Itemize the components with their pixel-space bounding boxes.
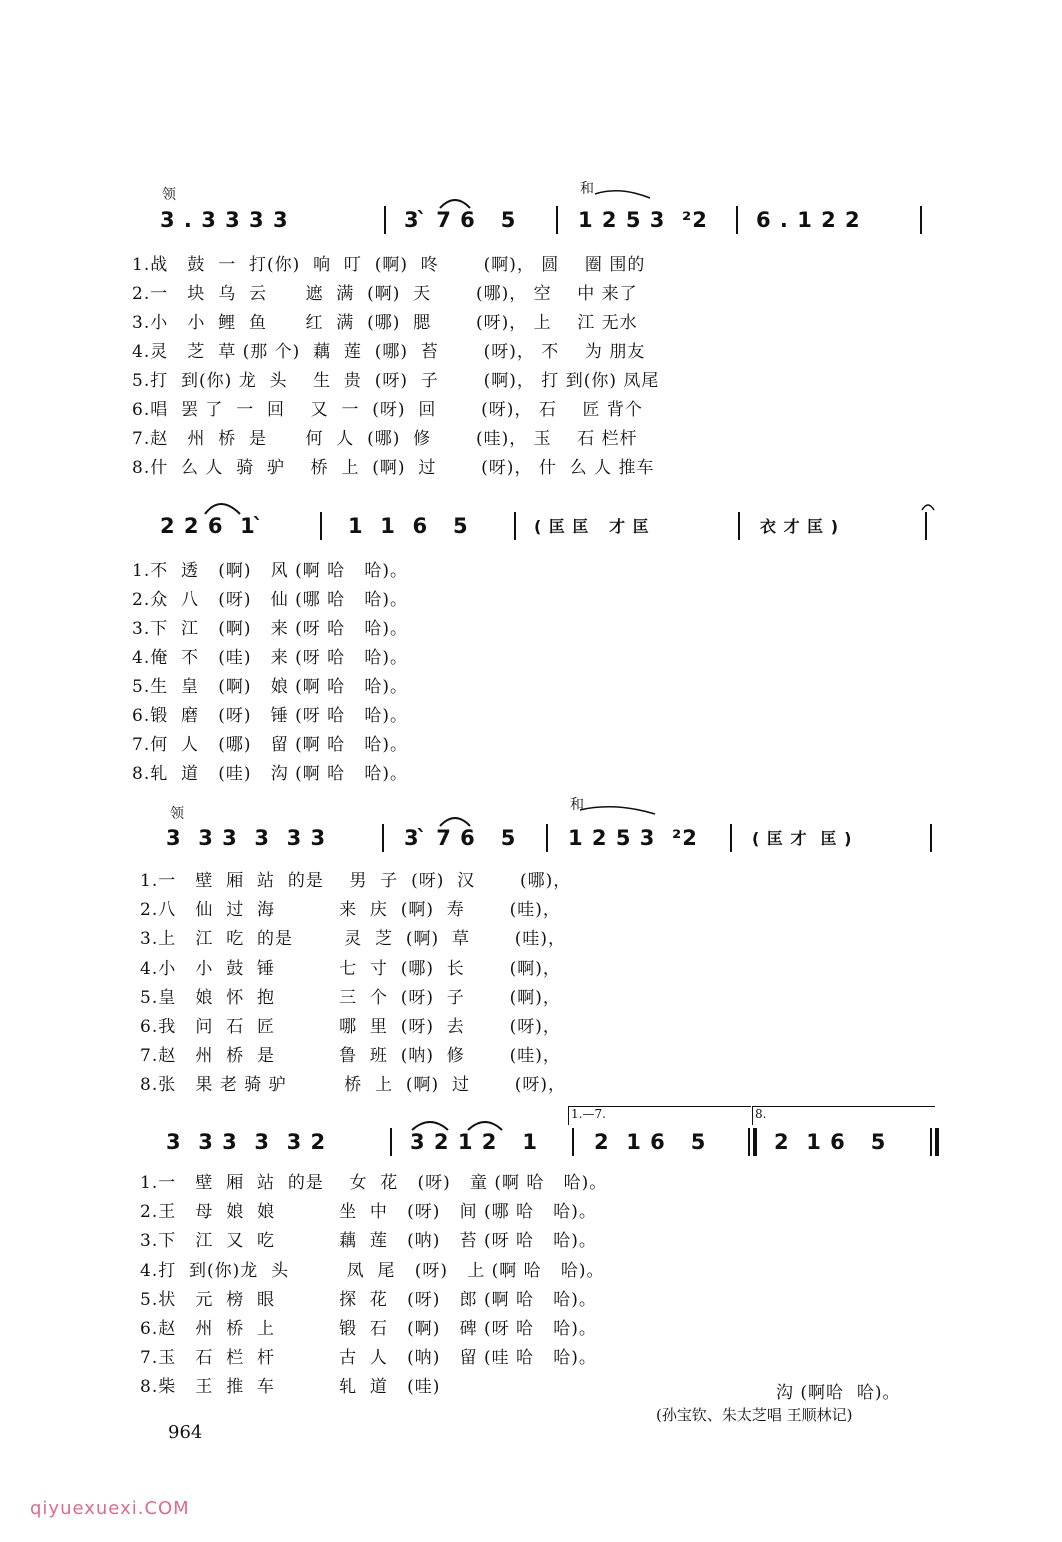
lyric-line: 7.何 人 (哪) 留 (啊 哈 哈)。: [132, 735, 408, 755]
lyric-line: 4.打 到(你)龙 头 凤 尾 (呀) 上 (啊 哈 哈)。: [140, 1261, 605, 1281]
lyric-line: 8.张 果 老 骑 驴 桥 上 (啊) 过 (呀)，: [140, 1075, 567, 1095]
lyric-line: 2.众 八 (呀) 仙 (哪 哈 哈)。: [132, 590, 408, 610]
lyric-line: 1.不 透 (啊) 风 (啊 哈 哈)。: [132, 561, 408, 581]
measure-3: 1 2 5 3 ²2: [568, 826, 698, 850]
lyric-line: 2.王 母 娘 娘 坐 中 (呀) 间 (哪 哈 哈)。: [140, 1202, 597, 1222]
lyric-line: 7.玉 石 栏 杆 古 人 (呐) 留 (哇 哈 哈)。: [140, 1348, 597, 1368]
chorus-mark: 和: [580, 181, 594, 197]
lyric-line: 5.打 到(你) 龙 头 生 贵 (呀) 子 (啊)， 打 到(你) 凤尾: [132, 371, 660, 391]
measure-1: 3 . 3 3 3 3: [160, 208, 289, 232]
measure-2: 3 ̀ 7 6 5: [404, 208, 517, 232]
lyric-line: 8.轧 道 (哇) 沟 (啊 哈 哈)。: [132, 764, 408, 784]
lyric-line: 3.下 江 (啊) 来 (呀 哈 哈)。: [132, 619, 408, 639]
barline: [738, 512, 740, 540]
lyric-line: 6.我 问 石 匠 哪 里 (呀) 去 (呀)，: [140, 1017, 561, 1037]
lyric-line: 5.生 皇 (啊) 娘 (啊 哈 哈)。: [132, 677, 408, 697]
measure-2: 1 1 6 5: [348, 514, 469, 538]
lyric-line: 5.皇 娘 怀 抱 三 个 (呀) 子 (啊)，: [140, 988, 561, 1008]
lyric-line: 3.下 江 又 吃 藕 莲 (呐) 苔 (呀 哈 哈)。: [140, 1231, 597, 1251]
final-barline: [935, 1128, 939, 1156]
lyric-line: 7.赵 州 桥 是 何 人 (哪) 修 (哇)， 玉 石 栏杆: [132, 429, 638, 449]
lyric-line: 8.什 么 人 骑 驴 桥 上 (啊) 过 (呀)， 什 么 人 推车: [132, 458, 655, 478]
measure-3: 1 2 5 3 ²2: [578, 208, 708, 232]
lyric-line: 5.状 元 榜 眼 探 花 (呀) 郎 (啊 哈 哈)。: [140, 1290, 597, 1310]
lyric-line: 6.锻 磨 (呀) 锤 (呀 哈 哈)。: [132, 706, 408, 726]
lyric-line: 1.战 鼓 一 打(你) 响 叮 (啊) 咚 (啊)， 圆 圈 围的: [132, 255, 646, 275]
barline: [546, 824, 548, 852]
lyric-line: 8.柴 王 推 车 轧 道 (哇): [140, 1377, 441, 1397]
barline: [320, 512, 322, 540]
final-lyric-ending: 沟 (啊哈 哈)。: [776, 1383, 901, 1403]
measure-4: 2 1 6 5: [774, 1130, 887, 1154]
page-number: 964: [168, 1422, 203, 1443]
barline: [925, 512, 927, 540]
lyric-line: 1.一 壁 厢 站 的是 男 子 (呀) 汉 (哪)，: [140, 871, 572, 891]
percussion-measure-1: ( 匡 匡 才 匡: [534, 517, 650, 536]
measure-1: 2 2 6 1 ̀: [160, 514, 265, 538]
barline: [382, 824, 384, 852]
lyric-line: 2.一 块 乌 云 遮 满 (啊) 天 (哪)， 空 中 来了: [132, 284, 638, 304]
lyric-line: 4.俺 不 (哇) 来 (呀 哈 哈)。: [132, 648, 408, 668]
barline: [514, 512, 516, 540]
percussion-measure: ( 匡 才 匡 ): [752, 829, 853, 848]
measure-1: 3 3 3 3 3 2: [166, 1130, 327, 1154]
percussion-measure-2: 衣 才 匡 ): [760, 517, 840, 536]
volta-bracket-2: 8.: [752, 1106, 935, 1125]
measure-3: 2 1 6 5: [594, 1130, 707, 1154]
lyric-line: 4.小 小 鼓 锤 七 寸 (哪) 长 (啊)，: [140, 959, 561, 979]
barline: [390, 1128, 392, 1156]
measure-1: 3 3 3 3 3 3: [166, 826, 327, 850]
final-barline: [930, 1128, 932, 1156]
repeat-barline: [753, 1128, 757, 1156]
lyric-line: 6.唱 罢 了 一 回 又 一 (呀) 回 (呀)， 石 匠 背个: [132, 400, 643, 420]
lyric-line: 7.赵 州 桥 是 鲁 班 (呐) 修 (哇)，: [140, 1046, 561, 1066]
barline: [930, 824, 932, 852]
measure-2: 3 ̀ 7 6 5: [404, 826, 517, 850]
chorus-mark: 和: [570, 797, 584, 813]
watermark: qiyuexuexi.COM: [30, 1498, 190, 1519]
volta-bracket-1: 1.—7.: [568, 1106, 751, 1125]
barline: [730, 824, 732, 852]
credit-line: (孙宝钦、朱太芝唱 王顺林记): [656, 1406, 853, 1424]
measure-2: 3 2 1 2 1: [410, 1130, 538, 1154]
lyric-line: 2.八 仙 过 海 来 庆 (啊) 寿 (哇)，: [140, 900, 561, 920]
lyric-line: 4.灵 芝 草 (那 个) 藕 莲 (哪) 苔 (呀)， 不 为 朋友: [132, 342, 646, 362]
barline: [556, 206, 558, 234]
barline: [572, 1128, 574, 1156]
lyric-line: 6.赵 州 桥 上 锻 石 (啊) 碑 (呀 哈 哈)。: [140, 1319, 597, 1339]
repeat-barline: [748, 1128, 750, 1156]
measure-4: 6 . 1 2 2: [756, 208, 861, 232]
lyric-line: 3.上 江 吃 的是 灵 芝 (啊) 草 (哇)，: [140, 929, 567, 949]
lyric-line: 1.一 壁 厢 站 的是 女 花 (呀) 童 (啊 哈 哈)。: [140, 1173, 608, 1193]
barline: [736, 206, 738, 234]
barline: [384, 206, 386, 234]
lyric-line: 3.小 小 鲤 鱼 红 满 (哪) 腮 (呀)， 上 江 无水: [132, 313, 638, 333]
lead-mark: 领: [162, 187, 176, 203]
lead-mark: 领: [170, 806, 184, 822]
barline: [920, 206, 922, 234]
